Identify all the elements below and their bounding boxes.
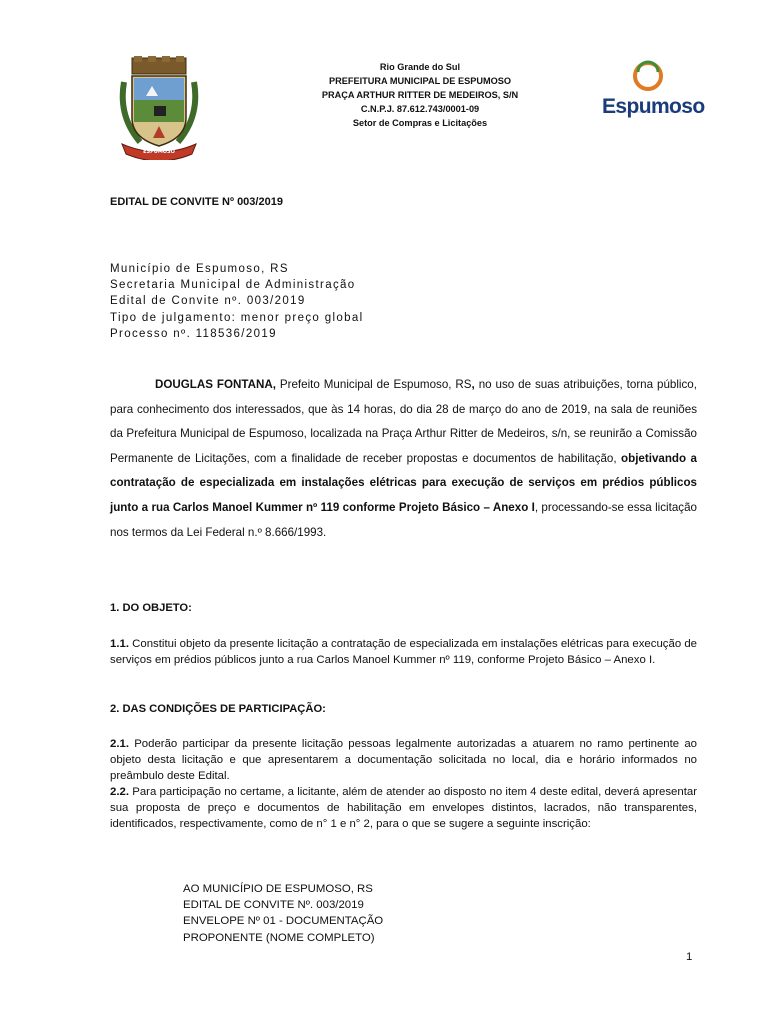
envelope-line: AO MUNICÍPIO DE ESPUMOSO, RS (183, 883, 373, 895)
document-meta (110, 261, 364, 342)
item-number: 2.2. (110, 786, 129, 798)
section-1-1 (110, 636, 697, 668)
letterhead-prefeitura: PREFEITURA MUNICIPAL DE ESPUMOSO (328, 76, 512, 86)
item-number: 2.1. (110, 738, 129, 750)
municipal-coat-of-arms-icon (118, 56, 200, 160)
intro-paragraph (110, 373, 697, 545)
envelope-line: ENVELOPE Nº 01 - DOCUMENTAÇÃO (183, 915, 384, 928)
envelope-inscription (183, 881, 383, 946)
item-text: Poderão participar da presente licitação pessoas legalmente autorizadas a atuarem no ramo pertinente ao objeto desta licitação e que apresentarem a documentação solicitada no local, dia e horário informados no preâmbulo deste Edital. (110, 738, 697, 782)
meta-processo: Processo nº. 118536/2019 (110, 327, 277, 340)
section-heading-participacao: 2. DAS CONDIÇÕES DE PARTICIPAÇÃO: (110, 703, 326, 715)
logo-wordmark: Espumoso (602, 95, 705, 118)
meta-secretaria: Secretaria Municipal de Administração (110, 279, 356, 292)
intro-text-2: no uso de suas atribuições, torna público, para conhecimento dos interessados, que às 14 horas, do dia 28 de março do ano de 2019, na sala de reuniões da Prefeitura Municipal de Espumoso, localizada na Praça Arthur Ritter de Medeiros, s/n, se reunirão a Comissão Permanente de Licitações, com a finalidade de receber propostas e documentos de habilitação, (110, 378, 697, 465)
intro-objective: objetivando a contratação de especializada em instalações elétricas para execução de serviços em prédios públicos junto a rua Carlos Manoel Kummer nº 119 conforme Projeto Básico – Anexo I (110, 451, 697, 514)
meta-edital: Edital de Convite nº. 003/2019 (110, 295, 306, 308)
item-number: 1.1. (110, 638, 129, 650)
envelope-line: EDITAL DE CONVITE Nº. 003/2019 (183, 899, 364, 912)
item-text: Para participação no certame, a licitante, além de atender ao disposto no item 4 deste edital, deverá apresentar sua proposta de preço e documentos de habilitação em envelopes distintos, lacrados, não transparentes, identificados, respectivamente, como de n° 1 e n° 2, para o que se sugere a seguinte inscrição: (110, 786, 697, 830)
intro-comma: , (471, 378, 475, 391)
svg-text:ESPUMOSO: ESPUMOSO (143, 149, 175, 155)
section-heading-objeto: 1. DO OBJETO: (110, 602, 192, 614)
page-number: 1 (686, 951, 693, 963)
letterhead-sector: Setor de Compras e Licitações (352, 118, 488, 128)
meta-julgamento: Tipo de julgamento: menor preço global (110, 311, 364, 324)
letterhead-state: Rio Grande do Sul (379, 62, 461, 72)
letterhead-cnpj: C.N.P.J. 87.612.743/0001-09 (360, 104, 480, 114)
letterhead (300, 60, 540, 130)
intro-text-3: , processando-se essa licitação nos termos da Lei Federal n.º 8.666/1993. (110, 500, 697, 539)
intro-text-1: Prefeito Municipal de Espumoso, RS (275, 378, 472, 391)
envelope-line: PROPONENTE (NOME COMPLETO) (183, 931, 375, 944)
mayor-name: DOUGLAS FONTANA, (155, 378, 276, 391)
meta-municipio: Município de Espumoso, RS (110, 263, 289, 275)
section-2-2 (110, 784, 697, 832)
item-text: Constitui objeto da presente licitação a contratação de especializada em instalações elétricas para execução de serviços em prédios públicos junto a rua Carlos Manoel Kummer nº 119, conforme Projeto Básico – Anexo I. (110, 638, 697, 666)
document-title: EDITAL DE CONVITE Nº 003/2019 (110, 196, 283, 208)
section-2-1 (110, 736, 697, 784)
letterhead-address: PRAÇA ARTHUR RITTER DE MEDEIROS, S/N (321, 90, 519, 100)
